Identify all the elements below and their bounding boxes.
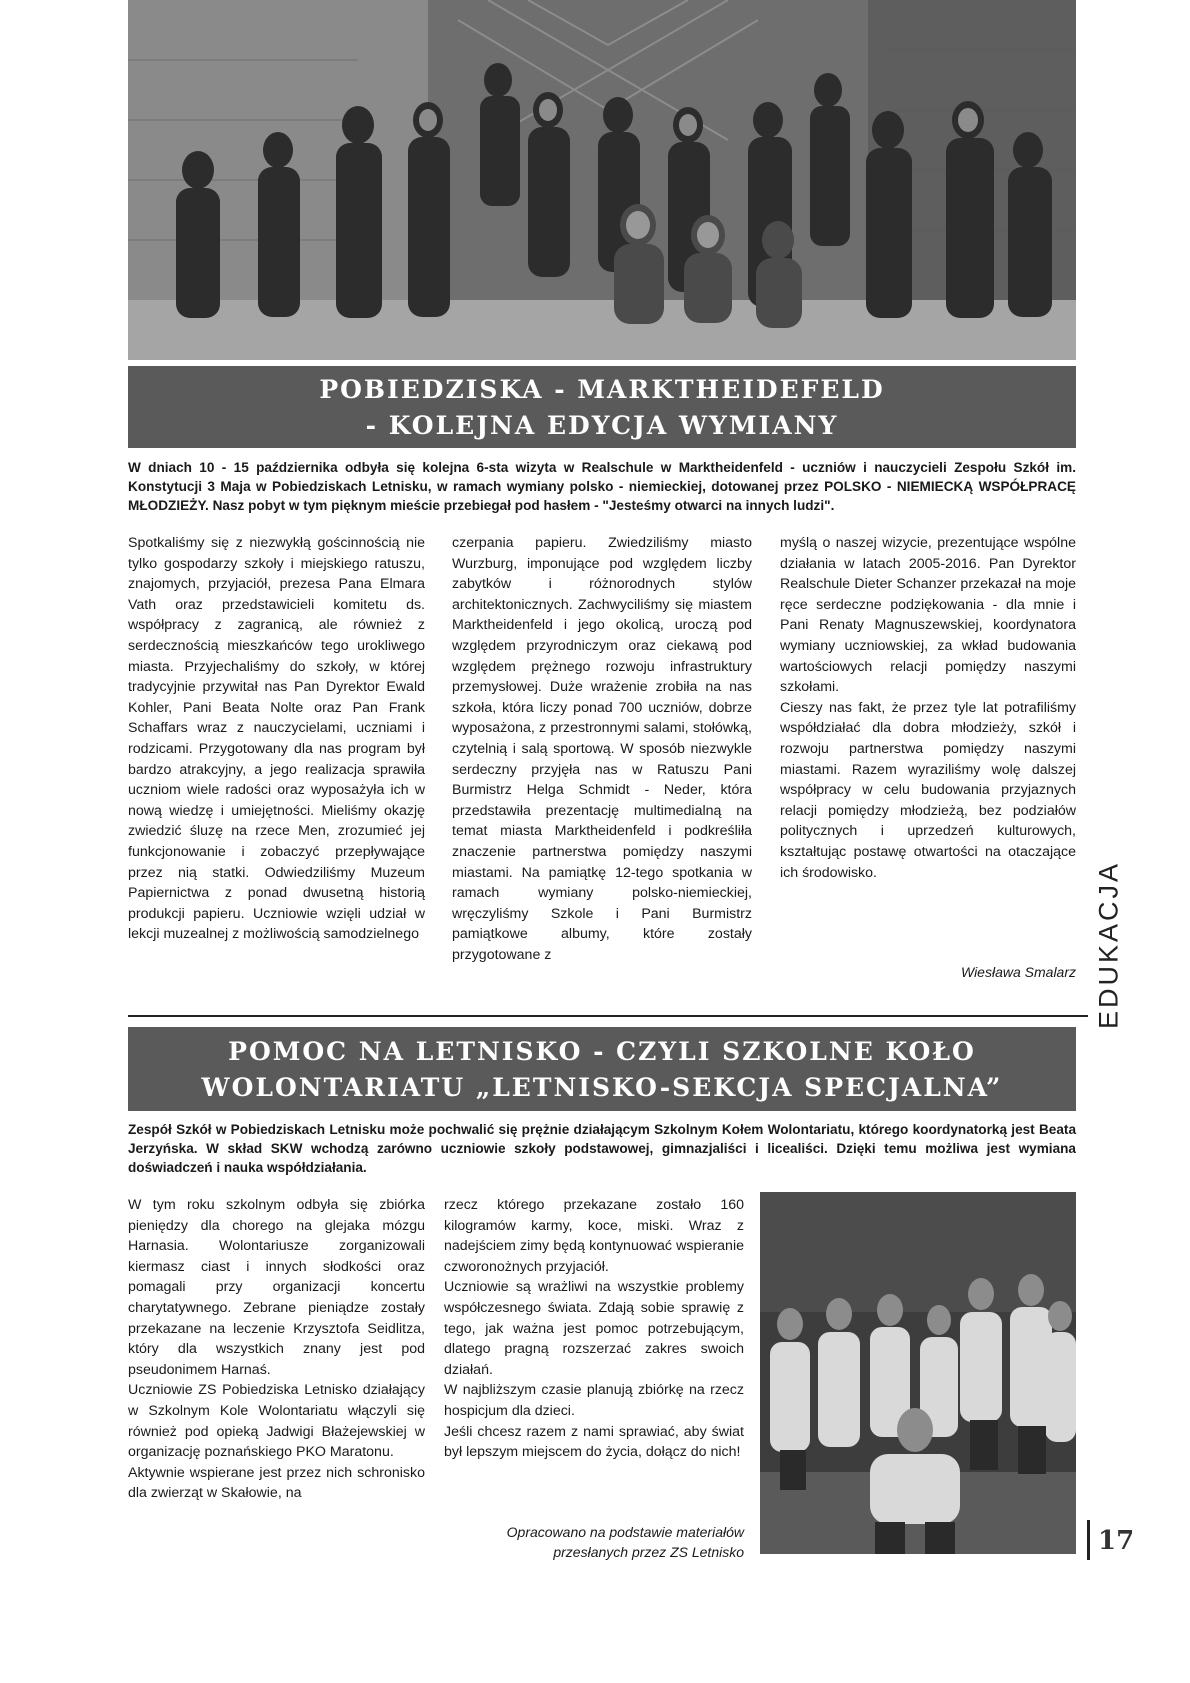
section-label-text: EDUKACJA — [1093, 860, 1124, 1030]
article2-signature-line1: Opracowano na podstawie materiałów — [506, 1524, 744, 1540]
article1-col3-p2: Cieszy nas fakt, że przez tyle lat potrafiliśmy współdziałać dla dobra młodzieży, szkół i rozwoju partnerstwa pomiędzy naszymi miastami. Razem wyraziliśmy wolę dalszej współpracy w celu budowania przyjaznych relacji pomiędzy młodzieżą, bez podziałów politycznych i uprzedzeń kulturowych, kształtując postawę otwartości na otaczające ich środowisko. — [780, 699, 1076, 881]
page-number: 17 — [1098, 1526, 1135, 1556]
article1-col1-text: Spotkaliśmy się z niezwykłą gościnnością nie tylko gospodarzy szkoły i miejskiego ratuszu, znajomych, przyjaciół, prezesa Pana Elmara Vath oraz przedstawicieli komitetu ds. współpracy z zagranicą, ale również z serdecznością mieszkańców tego urokliwego miasta. Przyjechaliśmy do szkoły, w której tradycyjnie przywitał nas Pan Dyrektor Ewald Kohler, Pani Beata Nolte oraz Pan Frank Schaffars wraz z nauczycielami, uczniami i rodzicami. Przygotowany dla nas program był bardzo atrakcyjny, a jego realizacja sprawiła uczniom wiele radości oraz wyposażyła ich w nową wiedzę i umiejętności. Mieliśmy okazję zwiedzić śluzę na rzece Men, zrozumieć jej funkcjonowanie i zobaczyć przepływające przez nią statki. Odwiedziliśmy Muzeum Papiernictwa z ponad dwusetną historią produkcji papieru. Uczniowie wzięli udział w lekcji muzealnej z możliwością samodzielnego — [128, 535, 425, 943]
article-divider — [128, 1015, 1088, 1017]
article1-lead: W dniach 10 - 15 października odbyła się kolejna 6-sta wizyta w Realschule w Marktheidenfeld - uczniów i nauczycieli Zespołu Szkół im. Konstytucji 3 Maja w Pobiedziskach Letnisku, w ramach wymiany polsko - niemieckiej, dotowanej przez POLSKO - NIEMIECKĄ WSPÓŁPRACĘ MŁODZIEŻY. Nasz pobyt w tym pięknym mieście przebiegał pod hasłem - "Jesteśmy otwarci na innych ludzi". — [128, 460, 1076, 513]
article1-title — [128, 366, 1076, 448]
article2-col2-p3: W najbliższym czasie planują zbiórkę na rzecz hospicjum dla dzieci. — [444, 1382, 744, 1419]
article2-col1-p1: W tym roku szkolnym odbyła się zbiórka pieniędzy dla chorego na glejaka mózgu Harnasia. Wolontariusze zorganizowali kiermasz ciast i innych słodkości oraz pomagali przy organizacji koncertu charytatywnego. Zebrane pieniądze zostały przekazane na leczenie Krzysztofa Seidlitza, który dla wszystkich znany jest pod pseudonimem Harnaś. — [128, 1197, 425, 1378]
article1-signature: Wiesława Smalarz — [960, 964, 1076, 980]
article2-title — [128, 1027, 1076, 1111]
article1-column3 — [780, 533, 1076, 883]
article2-col2-p1: rzecz którego przekazane zostało 160 kilogramów karmy, koce, miski. Wraz z nadejściem zimy będą kontynuować wspieranie czworonożnych przyjaciół. — [444, 1197, 744, 1275]
article1-col2-text: czerpania papieru. Zwiedziliśmy miasto Wurzburg, imponujące pod względem liczby zabytków i różnorodnych stylów architektonicznych. Zachwyciliśmy się miastem Marktheidenfeld i jego okolicą, uroczą pod względem przyrodniczym oraz ciekawą pod względem prężnego rozwoju infrastruktury przemysłowej. Duże wrażenie zrobiła na nas szkoła, która liczy ponad 700 uczniów, dobrze wyposażona, z przestronnymi salami, stołówką, czytelnią i salą sportową. W sposób niezwykle serdeczny przyjęła nas w Ratuszu Pani Burmistrz Helga Schmidt - Neder, która przedstawiła prezentację multimedialną na temat miasta Marktheidenfeld i podkreśliła znaczenie partnerstwa pomiędzy naszymi miastami. Na pamiątkę 12-tego spotkania w ramach wymiany polsko-niemieckiej, wręczyliśmy Szkole i Pani Burmistrz pamiątkowe albumy, które zostały przygotowane z — [452, 535, 752, 963]
article2-column1 — [128, 1195, 425, 1504]
side-vertical-rule — [1087, 1520, 1090, 1560]
article2-col2-p4: Jeśli chcesz razem z nami sprawiać, aby świat był lepszym miejscem do życia, dołącz do nich! — [444, 1423, 744, 1461]
article2-signature — [430, 1522, 744, 1562]
group-photo-exchange — [128, 0, 1076, 360]
article1-title-line1: POBIEDZISKA - MARKTHEIDEFELD — [319, 375, 885, 404]
article2-title-line2: WOLONTARIATU „LETNISKO-SEKCJA SPECJALNA” — [201, 1073, 1003, 1102]
section-label — [1094, 855, 1124, 1035]
article1-col3-p1: myślą o naszej wizycie, prezentujące wspólne działania w latach 2005-2016. Pan Dyrektor Realschule Dieter Schanzer przekazał na moje ręce serdeczne podziękowania - dla mnie i Pani Renaty Magnuszewskiej, koordynatora wymiany uczniowskiej, za wkład budowania wartościowych relacji pomiędzy naszymi szkołami. — [780, 535, 1076, 696]
article1-column1 — [128, 533, 425, 945]
article1-title-line2: - KOLEJNA EDYCJA WYMIANY — [365, 411, 839, 440]
article2-title-line1: POMOC NA LETNISKO - CZYLI SZKOLNE KOŁO — [228, 1037, 976, 1066]
article2-col1-p2: Uczniowie ZS Pobiedziska Letnisko działający w Szkolnym Kole Wolontariatu włączyli się również pod opieką Jadwigi Błażejewskiej w organizację poznańskiego PKO Maratonu. — [128, 1382, 425, 1461]
article1-column2 — [452, 533, 752, 965]
article2-column2 — [444, 1195, 744, 1463]
volunteers-photo — [760, 1192, 1076, 1554]
article2-col2-p2: Uczniowie są wrażliwi na wszystkie problemy współczesnego świata. Zdają sobie sprawię z tego, jak ważna jest pomoc potrzebującym, dlatego pragną rozszerzać zakres swoich działań. — [444, 1279, 744, 1378]
article2-lead: Zespół Szkół w Pobiedziskach Letnisku może pochwalić się prężnie działającym Szkolnym Kołem Wolontariatu, którego koordynatorką jest Beata Jerzyńska. W skład SKW wchodzą zarówno uczniowie szkoły podstawowej, gimnazjaliści i licealiści. Dzięki temu możliwa jest wymiana doświadczeń i nauka współdziałania. — [128, 1122, 1076, 1175]
article2-col1-p3: Aktywnie wspierane jest przez nich schronisko dla zwierząt w Skałowie, na — [128, 1464, 425, 1502]
article2-signature-line2: przesłanych przez ZS Letnisko — [553, 1544, 744, 1560]
